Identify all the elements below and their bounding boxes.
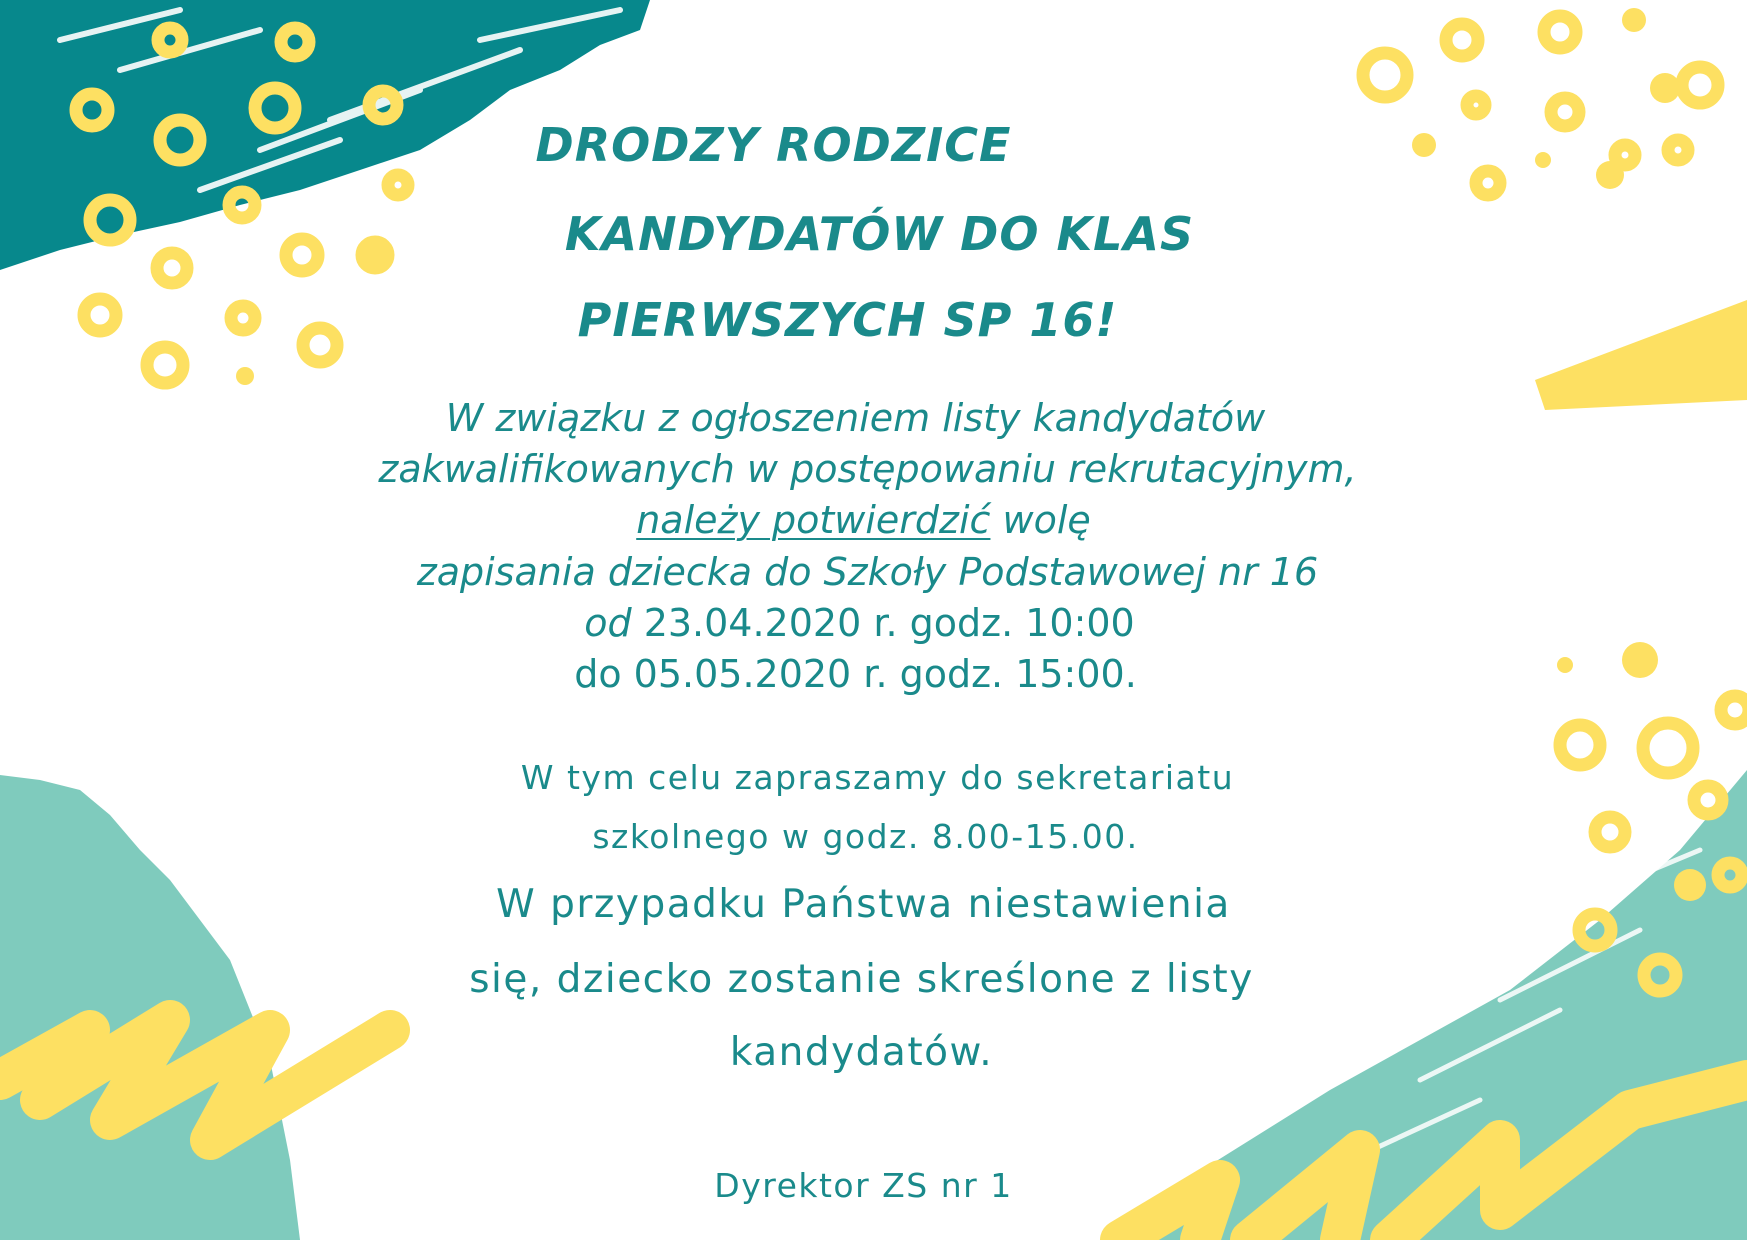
body-line-5 [0,601,1733,645]
body-line-5-date: 23.04.2020 r. godz. 10:00 [631,601,1135,645]
body-line-6: do 05.05.2020 r. godz. 15:00. [574,652,1137,696]
body-line-4: zapisania dziecka do Szkoły Podstawowej nr 16 [416,550,1319,594]
warning-line-1: W przypadku Państwa niestawienia [496,882,1231,927]
title-line-3: PIERWSZYCH SP 16! [577,293,1118,347]
title-line-1: DRODZY RODZICE [535,118,1012,172]
signature: Dyrektor ZS nr 1 [714,1166,1013,1205]
invite-line-1: W tym celu zapraszamy do sekretariatu [520,758,1235,797]
invite-line-2: szkolnego w godz. 8.00-15.00. [592,817,1139,856]
title-line-2: KANDYDATÓW DO KLAS [564,207,1195,261]
body-line-5-prefix: od [584,601,632,645]
warning-line-2: się, dziecko zostanie skreślone z listy [469,957,1254,1002]
body-line-1: W związku z ogłoszeniem listy kandydatów [445,396,1266,440]
body-line-3-rest: wolę [990,498,1091,542]
warning-line-3: kandydatów. [729,1030,994,1075]
body-line-2: zakwalifikowanych w postępowaniu rekrutacyjnym, [378,447,1357,491]
body-line-3 [0,498,1737,542]
confirm-underlined: należy potwierdzić [636,498,991,542]
